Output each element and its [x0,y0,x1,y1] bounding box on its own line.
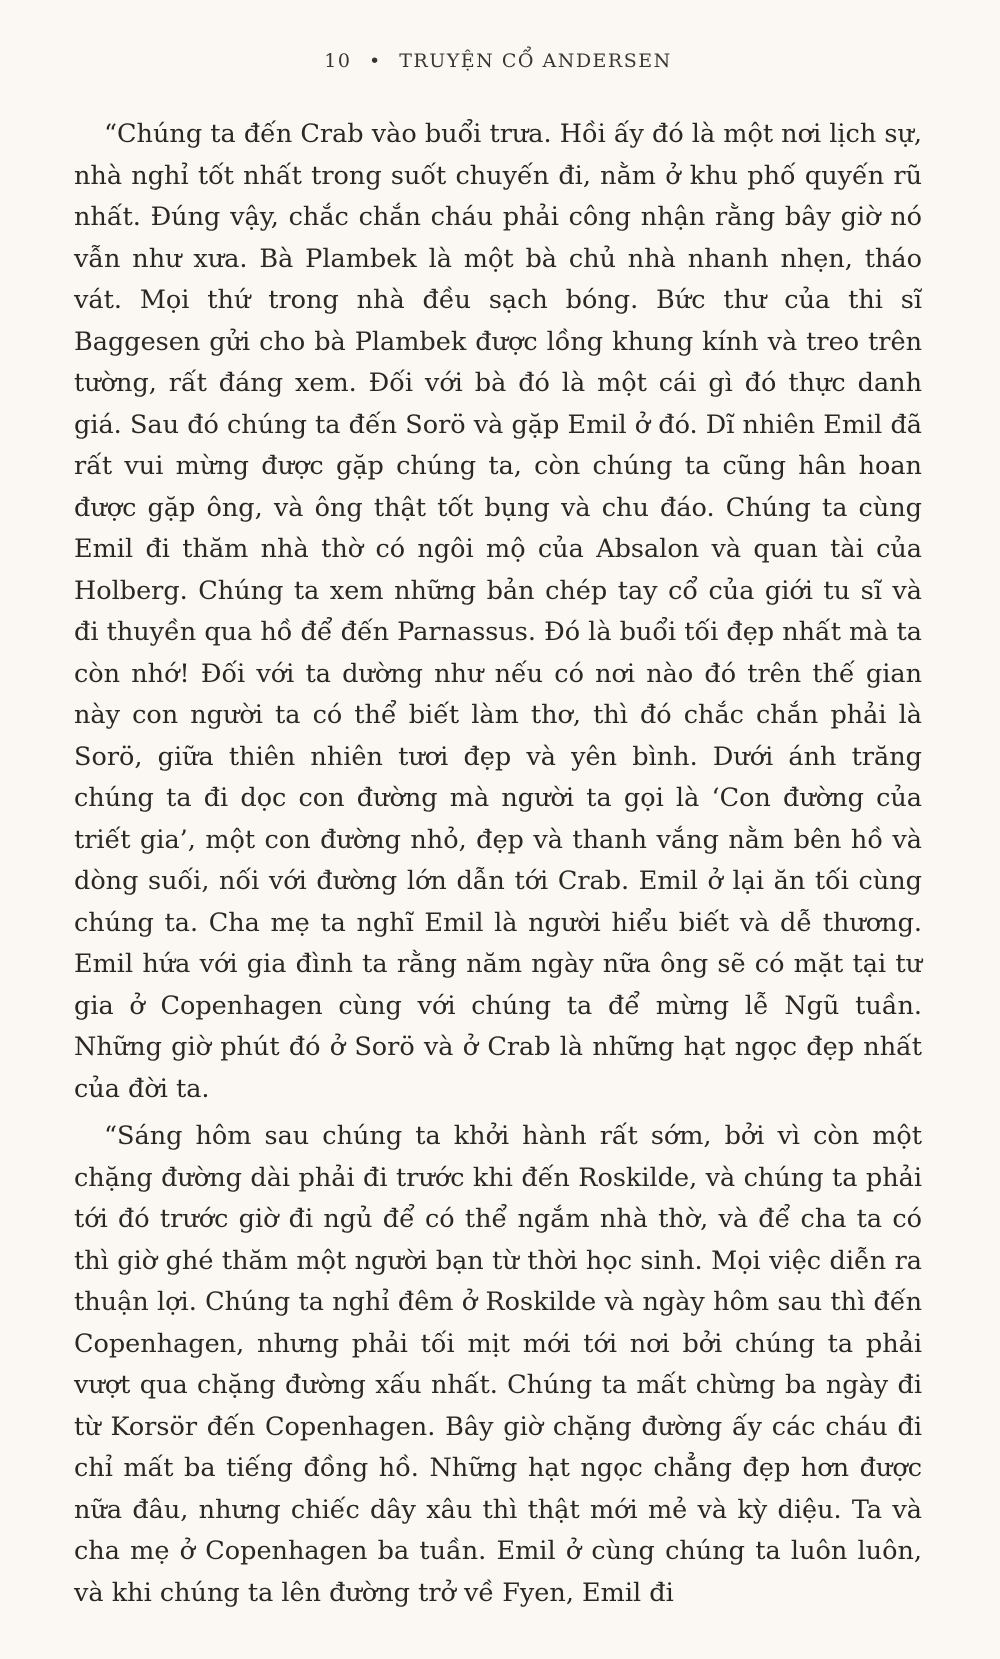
page-number: 10 [324,50,352,72]
paragraph-2: “Sáng hôm sau chúng ta khởi hành rất sớm, bởi vì còn một chặng đường dài phải đi trước khi đến Roskilde, và chúng ta phải tới đó trước giờ đi ngủ để có thể ngắm nhà thờ, và để cha ta có thì giờ ghé thăm một người bạn từ thời học sinh. Mọi việc diễn ra thuận lợi. Chúng ta nghỉ đêm ở Roskilde và ngày hôm sau thì đến Copenhagen, nhưng phải tối mịt mới tới nơi bởi chúng ta phải vượt qua chặng đường xấu nhất. Chúng ta mất chừng ba ngày đi từ Korsör đến Copenhagen. Bây giờ chặng đường ấy các cháu đi chỉ mất ba tiếng đồng hồ. Những hạt ngọc chẳng đẹp hơn được nữa đâu, nhưng chiếc dây xâu thì thật mới mẻ và kỳ diệu. Ta và cha mẹ ở Copenhagen ba tuần. Emil ở cùng chúng ta luôn luôn, và khi chúng ta lên đường trở về Fyen, Emil đi [74,1121,922,1608]
running-head [74,0,922,78]
body-text [74,114,922,1614]
book-title: TRUYỆN CỔ ANDERSEN [399,50,672,72]
header-separator: • [368,50,382,72]
paragraph-1: “Chúng ta đến Crab vào buổi trưa. Hồi ấy đó là một nơi lịch sự, nhà nghỉ tốt nhất trong suốt chuyến đi, nằm ở khu phố quyến rũ nhất. Đúng vậy, chắc chắn cháu phải công nhận rằng bây giờ nó vẫn như xưa. Bà Plambek là một bà chủ nhà nhanh nhẹn, tháo vát. Mọi thứ trong nhà đều sạch bóng. Bức thư của thi sĩ Baggesen gửi cho bà Plambek được lồng khung kính và treo trên tường, rất đáng xem. Đối với bà đó là một cái gì đó thực danh giá. Sau đó chúng ta đến Sorö và gặp Emil ở đó. Dĩ nhiên Emil đã rất vui mừng được gặp chúng ta, còn chúng ta cũng hân hoan được gặp ông, và ông thật tốt bụng và chu đáo. Chúng ta cùng Emil đi thăm nhà thờ có ngôi mộ của Absalon và quan tài của Holberg. Chúng ta xem những bản chép tay cổ của giới tu sĩ và đi thuyền qua hồ để đến Parnassus. Đó là buổi tối đẹp nhất mà ta còn nhớ! Đối với ta dường như nếu có nơi nào đó trên thế gian này con người ta có thể biết làm thơ, thì đó chắc chắn phải là Sorö, giữa thiên nhiên tươi đẹp và yên bình. Dưới ánh trăng chúng ta đi dọc con đường mà người ta gọi là ‘Con đường của triết gia’, một con đường nhỏ, đẹp và thanh vắng nằm bên hồ và dòng suối, nối với đường lớn dẫn tới Crab. Emil ở lại ăn tối cùng chúng ta. Cha mẹ ta nghĩ Emil là người hiểu biết và dễ thương. Emil hứa với gia đình ta rằng năm ngày nữa ông sẽ có mặt tại tư gia ở Copenhagen cùng với chúng ta để mừng lễ Ngũ tuần. Những giờ phút đó ở Sorö và ở Crab là những hạt ngọc đẹp nhất của đời ta. [74,119,922,1104]
